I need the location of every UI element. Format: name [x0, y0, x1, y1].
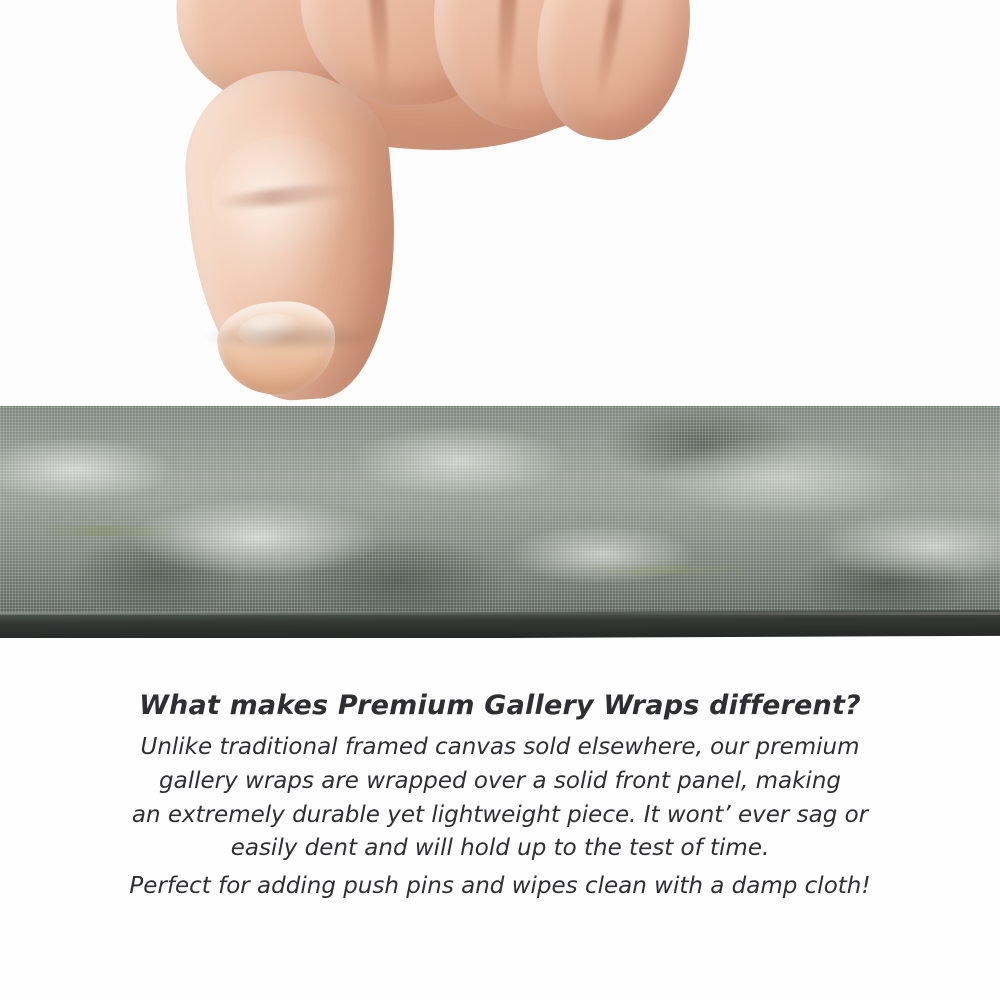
caption-line-4: easily dent and will hold up to the test of time. [230, 835, 770, 862]
caption-line-3: an extremely durable yet lightweight piece. It wont’ ever sag or [131, 801, 869, 828]
caption-line-2: gallery wraps are wrapped over a solid front panel, making [159, 767, 841, 794]
caption-line-1: Unlike traditional framed canvas sold elsewhere, our premium [140, 734, 860, 761]
product-photo [0, 0, 1000, 410]
thumb-contact-shadow [200, 322, 380, 348]
canvas-edge-strip [0, 406, 1000, 638]
canvas-streaks [0, 406, 1000, 618]
hand-illustration [120, 0, 680, 410]
canvas-edge-highlight [0, 612, 1000, 615]
caption-block [0, 690, 1000, 903]
caption-heading: What makes Premium Gallery Wraps different? [139, 690, 861, 721]
caption-body [0, 731, 1000, 865]
caption-closing-line: Perfect for adding push pins and wipes clean with a damp cloth! [129, 872, 871, 899]
